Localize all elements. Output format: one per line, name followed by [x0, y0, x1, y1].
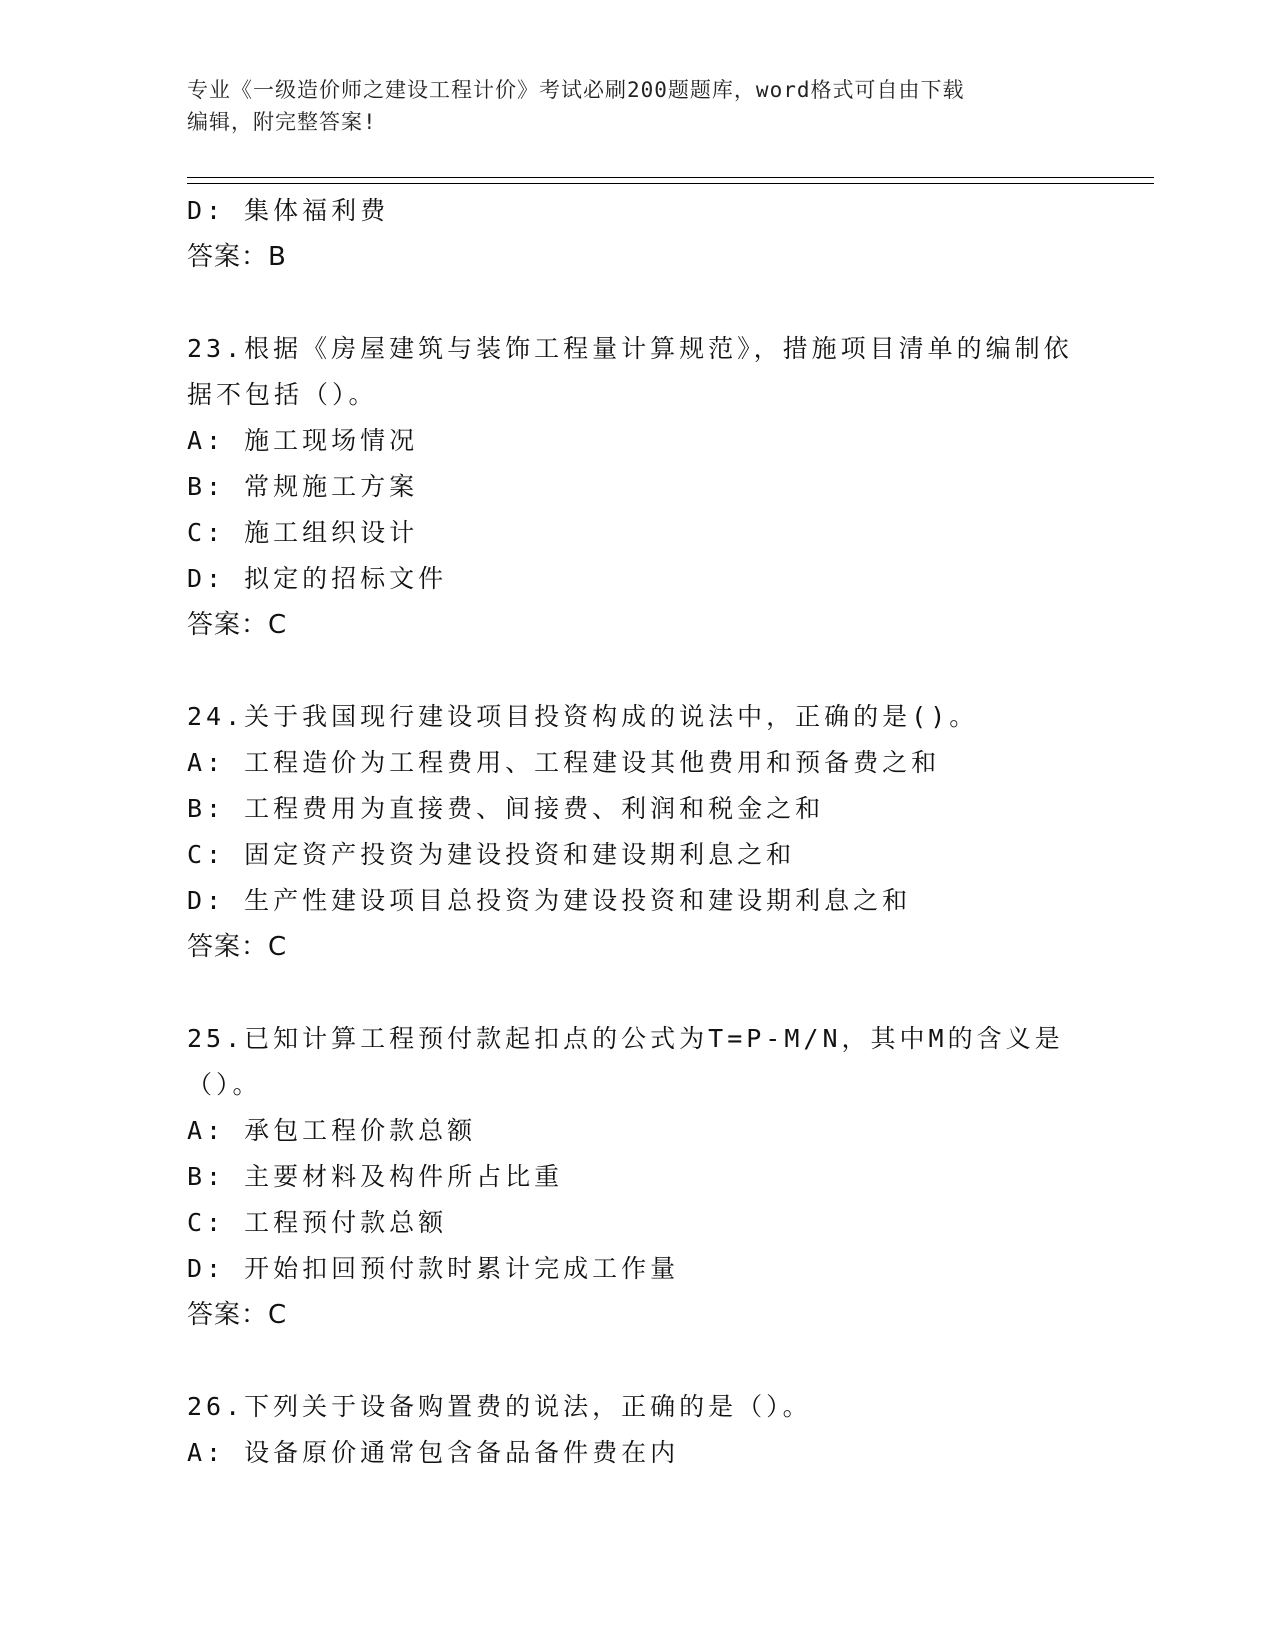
document-header [187, 74, 1067, 138]
option-d: D: 拟定的招标文件 [187, 564, 448, 593]
answer-text: 答案：C [187, 932, 288, 962]
option-d: D: 生产性建设项目总投资为建设投资和建设期利息之和 [187, 886, 912, 915]
answer-text: 答案：C [187, 1300, 288, 1330]
header-divider-top [187, 177, 1154, 178]
question-stem-continued: 据不包括（）。 [187, 380, 378, 409]
option-a: A: 工程造价为工程费用、工程建设其他费用和预备费之和 [187, 748, 941, 777]
option-b: B: 工程费用为直接费、间接费、利润和税金之和 [187, 794, 825, 823]
option-a: A: 设备原价通常包含备品备件费在内 [187, 1438, 680, 1467]
option-c: C: 施工组织设计 [187, 518, 419, 547]
answer-text: 答案：B [187, 242, 287, 272]
option-a: A: 承包工程价款总额 [187, 1116, 477, 1145]
question-list [187, 188, 1087, 1476]
option-c: C: 固定资产投资为建设投资和建设期利息之和 [187, 840, 796, 869]
option-d: D: 集体福利费 [187, 196, 390, 225]
option-d: D: 开始扣回预付款时累计完成工作量 [187, 1254, 680, 1283]
question-stem: 25.已知计算工程预付款起扣点的公式为T=P-M/N，其中M的含义是 [187, 1024, 1064, 1053]
header-line-1: 专业《一级造价师之建设工程计价》考试必刷200题题库，word格式可自由下载 [187, 78, 965, 102]
option-a: A: 施工现场情况 [187, 426, 419, 455]
option-c: C: 工程预付款总额 [187, 1208, 448, 1237]
header-line-2: 编辑，附完整答案! [187, 110, 377, 134]
option-b: B: 主要材料及构件所占比重 [187, 1162, 564, 1191]
answer-text: 答案：C [187, 610, 288, 640]
question-stem-continued: （）。 [187, 1070, 262, 1099]
question-stem: 23.根据《房屋建筑与装饰工程量计算规范》，措施项目清单的编制依 [187, 334, 1073, 363]
option-b: B: 常规施工方案 [187, 472, 419, 501]
question-stem: 24.关于我国现行建设项目投资构成的说法中，正确的是()。 [187, 702, 979, 731]
question-stem: 26.下列关于设备购置费的说法，正确的是（）。 [187, 1392, 812, 1421]
header-divider-bottom [187, 183, 1154, 184]
